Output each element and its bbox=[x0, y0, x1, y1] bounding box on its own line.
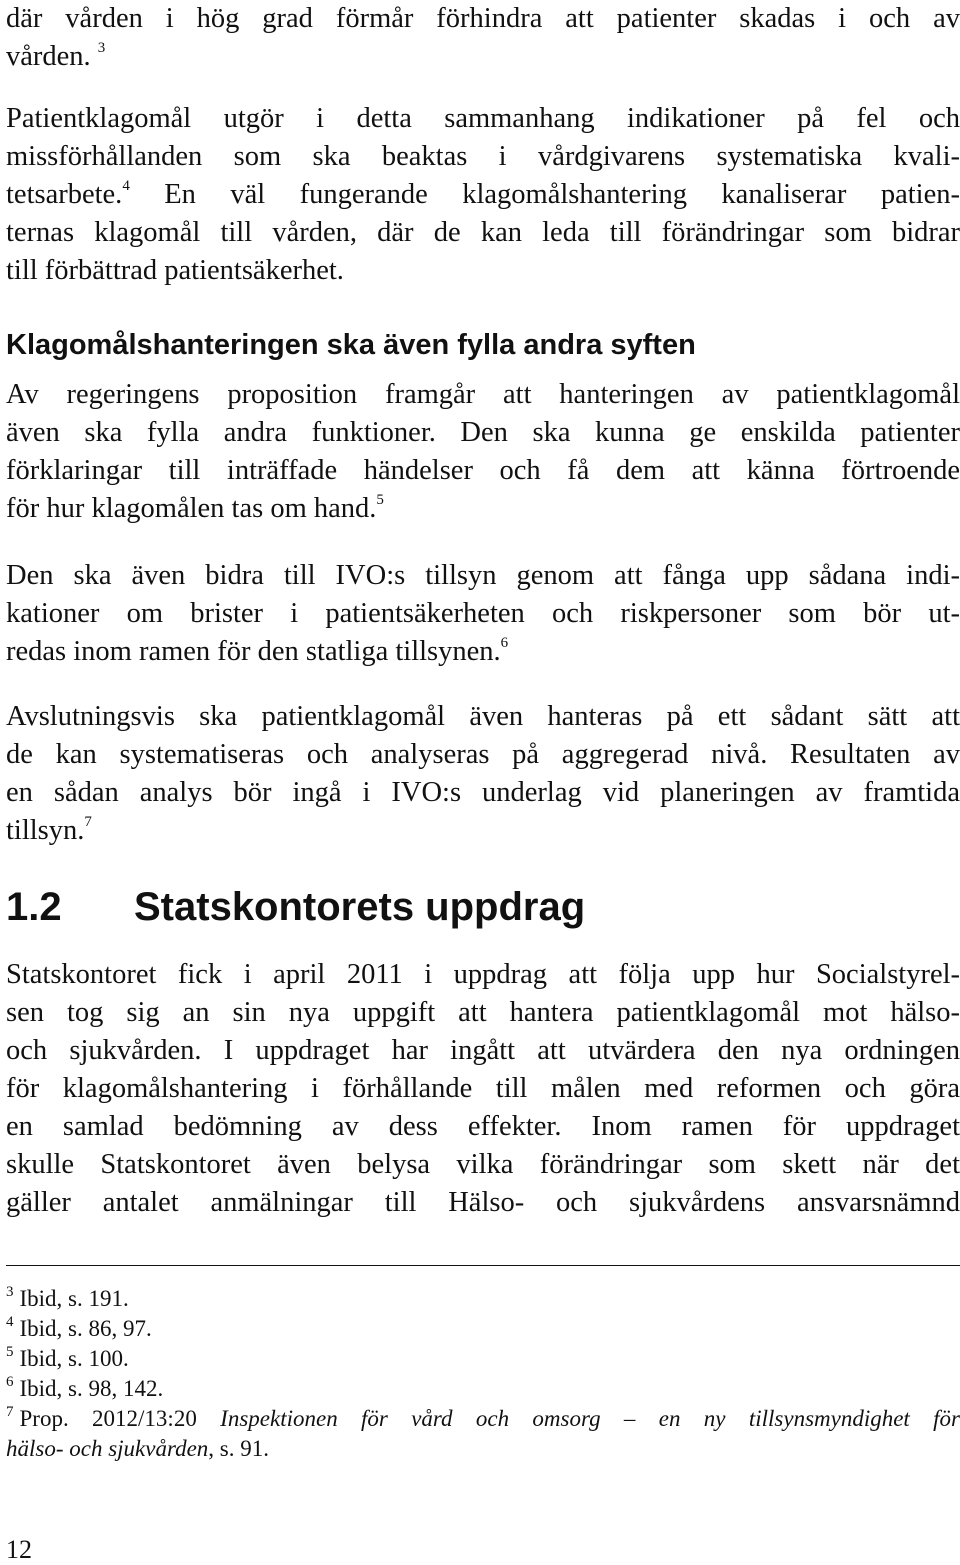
cited-title: Inspektionen för vård och omsorg – en ny tillsynsmyndighet för bbox=[220, 1406, 960, 1431]
paragraph-2 bbox=[6, 100, 960, 290]
text-line: även ska fylla andra funktioner. Den ska kunna ge enskilda patienter bbox=[6, 417, 960, 448]
text-fragment: redas inom ramen för den statliga tillsynen. bbox=[6, 636, 501, 667]
subsection-heading: Klagomålshanteringen ska även fylla andra syften bbox=[6, 329, 696, 361]
footnote-text: Ibid, s. 191. bbox=[19, 1286, 129, 1311]
text-line: missförhållanden som ska beaktas i vårdgivarens systematiska kvali- bbox=[6, 141, 960, 172]
text-line bbox=[6, 1434, 960, 1464]
footnote-number: 4 bbox=[6, 1314, 14, 1330]
text-line: en samlad bedömning av dess effekter. Inom ramen för uppdraget bbox=[6, 1111, 960, 1142]
footnote-5 bbox=[6, 1344, 960, 1374]
text-line bbox=[6, 490, 960, 528]
footnote-text: Prop. 2012/13:20 bbox=[19, 1406, 221, 1431]
footnote-6 bbox=[6, 1374, 960, 1404]
text-line: skulle Statskontoret även belysa vilka förändringar som skett när det bbox=[6, 1149, 960, 1180]
text-line: ternas klagomål till vården, där de kan leda till förändringar som bidrar bbox=[6, 217, 960, 248]
paragraph-3 bbox=[6, 376, 960, 528]
footnote-text: , s. 91. bbox=[208, 1436, 269, 1461]
footnote-number: 3 bbox=[6, 1284, 14, 1300]
footnote-number: 6 bbox=[6, 1374, 14, 1390]
text-line: Den ska även bidra till IVO:s tillsyn genom att fånga upp sådana indi- bbox=[6, 560, 960, 591]
footnote-4 bbox=[6, 1314, 960, 1344]
text-line bbox=[6, 176, 960, 214]
footnote-text: Ibid, s. 98, 142. bbox=[19, 1376, 164, 1401]
footnote-number: 5 bbox=[6, 1344, 14, 1360]
footnote-text: Ibid, s. 100. bbox=[19, 1346, 129, 1371]
footnote-ref-3: 3 bbox=[97, 40, 106, 56]
text-line: gäller antalet anmälningar till Hälso- och sjukvårdens ansvarsnämnd bbox=[6, 1187, 960, 1218]
text-line: för klagomålshantering i förhållande till målen med reformen och göra bbox=[6, 1073, 960, 1104]
footnote-ref-7: 7 bbox=[84, 814, 92, 830]
text-line bbox=[6, 633, 960, 671]
footnote-list bbox=[6, 1284, 960, 1464]
footnote-ref-4: 4 bbox=[122, 178, 130, 194]
footnote-7 bbox=[6, 1404, 960, 1464]
text-line: där vården i hög grad förmår förhindra att patienter skadas i och av bbox=[6, 3, 960, 34]
text-fragment: för hur klagomålen tas om hand. bbox=[6, 493, 377, 524]
footnote-3 bbox=[6, 1284, 960, 1314]
footnote-ref-5: 5 bbox=[376, 492, 384, 508]
text-line: Av regeringens proposition framgår att hanteringen av patientklagomål bbox=[6, 379, 960, 410]
cited-title: hälso- och sjukvården bbox=[6, 1436, 209, 1461]
text-line: Statskontoret fick i april 2011 i uppdrag att följa upp hur Socialstyrel- bbox=[6, 959, 960, 990]
paragraph-5 bbox=[6, 698, 960, 850]
text-line bbox=[6, 38, 960, 76]
footnote-ref-6: 6 bbox=[500, 635, 509, 651]
text-line: till förbättrad patientsäkerhet. bbox=[6, 255, 344, 286]
text-line: förklaringar till inträffade händelser och få dem att känna förtroende bbox=[6, 455, 960, 486]
text-fragment: tetsarbete. bbox=[6, 179, 123, 210]
paragraph-4 bbox=[6, 557, 960, 671]
text-line bbox=[6, 1404, 960, 1434]
text-line: kationer om brister i patientsäkerheten och riskpersoner som bör ut- bbox=[6, 598, 960, 629]
text-fragment: En väl fungerande klagomålshantering kanaliserar patien- bbox=[129, 179, 960, 210]
text-line bbox=[6, 812, 960, 850]
text-line: och sjukvården. I uppdraget har ingått att utvärdera den nya ordningen bbox=[6, 1035, 960, 1066]
page-number: 12 bbox=[6, 1535, 32, 1564]
text-line: Patientklagomål utgör i detta sammanhang indikationer på fel och bbox=[6, 103, 960, 134]
footnote-separator bbox=[6, 1265, 960, 1266]
text-fragment: tillsyn. bbox=[6, 815, 85, 846]
footnote-text: Ibid, s. 86, 97. bbox=[19, 1316, 152, 1341]
paragraph-6 bbox=[6, 956, 960, 1222]
paragraph-1 bbox=[6, 0, 960, 76]
section-heading bbox=[6, 881, 585, 933]
section-number: 1.2 bbox=[6, 885, 62, 929]
text-line: Avslutningsvis ska patientklagomål även hanteras på ett sådant sätt att bbox=[6, 701, 960, 732]
section-title: Statskontorets uppdrag bbox=[134, 885, 586, 929]
text-line: en sådan analys bör ingå i IVO:s underlag vid planeringen av framtida bbox=[6, 777, 960, 808]
text-fragment: vården. bbox=[6, 41, 91, 72]
text-line: sen tog sig an sin nya uppgift att hantera patientklagomål mot hälso- bbox=[6, 997, 960, 1028]
text-line: de kan systematiseras och analyseras på aggregerad nivå. Resultaten av bbox=[6, 739, 960, 770]
footnote-number: 7 bbox=[6, 1404, 14, 1420]
